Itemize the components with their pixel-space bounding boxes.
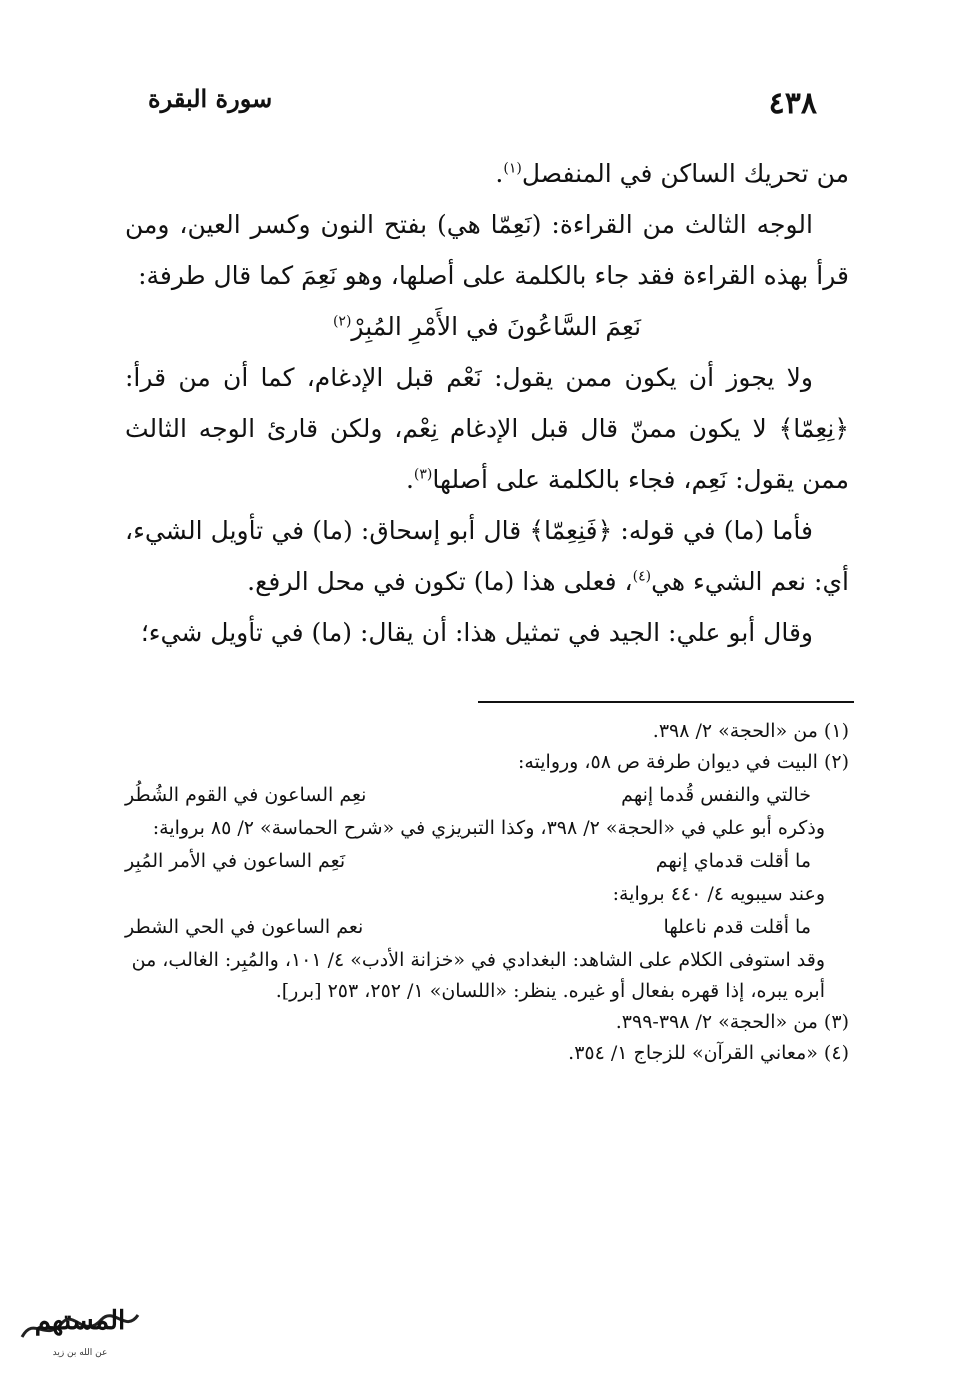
page-number: ٤٣٨ xyxy=(768,86,817,121)
page-header xyxy=(0,78,975,121)
footnote-2-verse-3 xyxy=(125,912,825,943)
verse-2-first-hemistich: ما أقلت قدماي إنهم xyxy=(655,850,811,872)
footnote-1: (١) من «الحجة» ٢/ ٣٩٨. xyxy=(652,720,849,742)
paragraph-2: الوجه الثالث من القراءة: (نَعِمّا هي) بفتح النون وكسر العين، ومن قرأ بهذه القراءة فقد جاء بالكلمة على أصلها، وهو نَعِمَ كما قال طرفة: xyxy=(125,210,849,290)
paragraph-4-text-b: ، فعلى هذا (ما) تكون في محل الرفع. xyxy=(247,567,633,596)
paragraph-1-end: . xyxy=(495,159,504,188)
footnote-2-middle-2: وعند سيبويه ٤/ ٤٤٠ برواية: xyxy=(612,883,825,905)
paragraph-1 xyxy=(125,148,849,199)
paragraph-3-end: . xyxy=(405,465,414,494)
paragraph-1-text: من تحريك الساكن في المنفصل xyxy=(521,159,849,188)
verse-line xyxy=(125,301,849,352)
footnote-2-end: وقد استوفى الكلام على الشاهد: البغدادي في «خزانة الأدب» ٤/ ١٠١، والمُبِر: الغالب، من أبره يبره، إذا قهره بفعال أو غيره. ينظر: «اللسان» ١/ ٢٥٢، ٢٥٣ [برر]. xyxy=(131,949,825,1002)
surah-title: سورة البقرة xyxy=(148,84,273,113)
footnote-2-intro: (٢) البيت في ديوان طرفة ص ٥٨، وروايته: xyxy=(517,751,849,773)
paragraph-3 xyxy=(125,352,849,505)
publisher-logo xyxy=(14,1285,144,1365)
footnote-ref-4: (٤) xyxy=(632,568,652,585)
logo-subtext: عن الله بن زيد xyxy=(52,1348,108,1358)
paragraph-3-text: ولا يجوز أن يكون ممن يقول: نَعْم قبل الإدغام، كما أن من قرأ: ﴿نِعِمّا﴾ لا يكون ممنّ قال قبل الإدغام نِعْم، ولكن قارئ الوجه الثالث ممن يقول: نَعِم، فجاء بالكلمة على أصلها xyxy=(125,363,849,494)
footnote-2-verse-1 xyxy=(125,780,825,811)
footnote-2-verse-2 xyxy=(125,846,825,877)
footnote-ref-1: (١) xyxy=(503,160,522,177)
footnotes xyxy=(125,716,849,1069)
verse-text: نَعِمَ السَّاعُونَ في الأَمْرِ المُبِرْ xyxy=(351,312,642,341)
verse-3-first-hemistich: ما أقلت قدم ناعلها xyxy=(663,916,811,938)
paragraph-4-text-a: فأما (ما) في قوله: ﴿فَنِعِمّا﴾ قال أبو إسحاق: (ما) في تأويل الشيء، أي: نعم الشيء هي xyxy=(125,516,849,596)
paragraph-5: وقال أبو علي: الجيد في تمثيل هذا: أن يقال: (ما) في تأويل شيء؛ xyxy=(140,618,813,647)
footnote-4: (٤) «معاني القرآن» للزجاج ١/ ٣٥٤. xyxy=(568,1042,849,1064)
footnote-divider xyxy=(478,701,854,703)
footnote-3: (٣) من «الحجة» ٢/ ٣٩٨-٣٩٩. xyxy=(615,1011,849,1033)
footnote-2-middle-1: وذكره أبو علي في «الحجة» ٢/ ٣٩٨، وكذا التبريزي في «شرح الحماسة» ٢/ ٨٥ برواية: xyxy=(152,817,825,839)
verse-2-second-hemistich: نَعِم الساعون في الأمر المُبِر xyxy=(125,850,346,872)
main-text xyxy=(125,148,849,658)
verse-1-first-hemistich: خالتي والنفس قُدما إنهم xyxy=(621,784,811,806)
verse-3-second-hemistich: نعم الساعون في الحي الشطر xyxy=(125,916,364,938)
logo-text: المستهم xyxy=(34,1306,126,1336)
footnote-ref-3: (٣) xyxy=(413,466,433,483)
footnote-ref-2: (٢) xyxy=(332,313,352,330)
paragraph-4 xyxy=(125,505,849,607)
verse-1-second-hemistich: نعِم الساعون في القوم الشُطُر xyxy=(125,784,367,806)
